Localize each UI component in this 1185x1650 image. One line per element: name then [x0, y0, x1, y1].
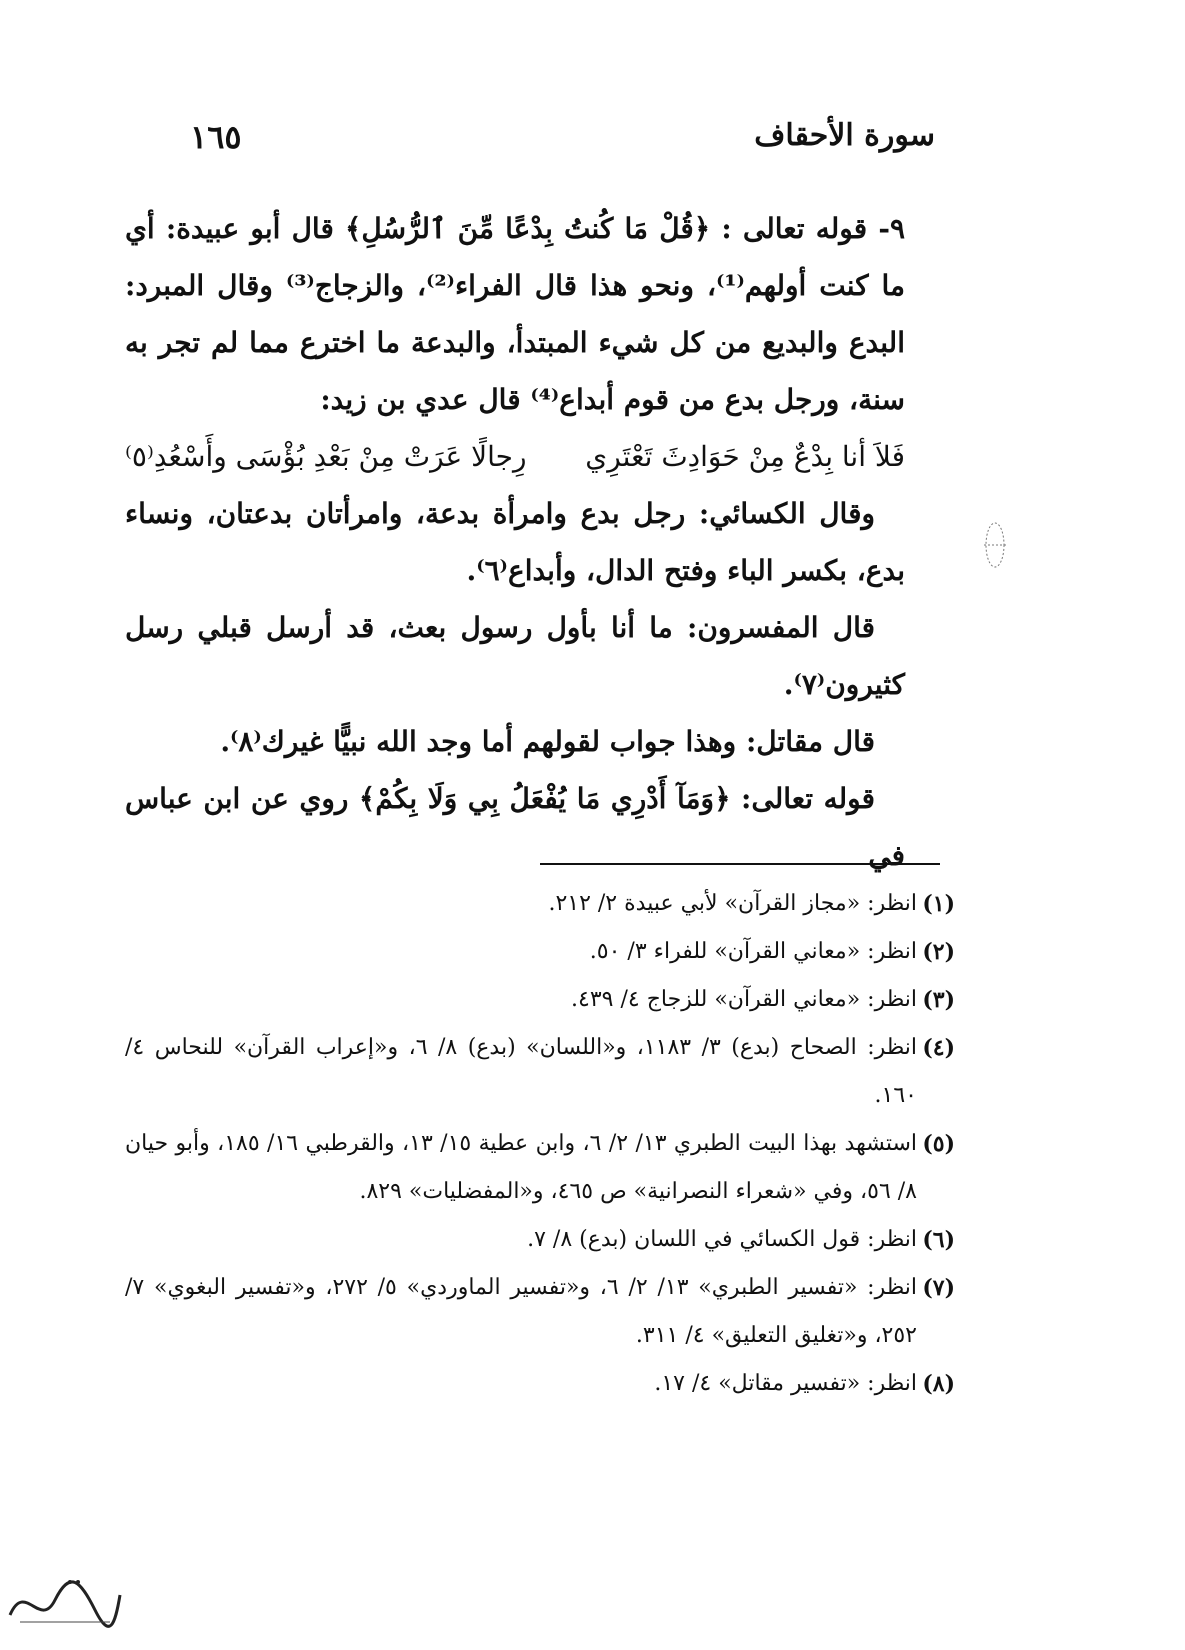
footnote	[125, 976, 955, 1024]
paragraph-mufassirun: قال المفسرون: ما أنا بأول رسول بعث، قد أرسل قبلي رسل كثيرون⁽٧⁾.	[125, 611, 905, 701]
paragraph-muqatil: قال مقاتل: وهذا جواب لقولهم أما وجد الله نبيًّا غيرك⁽٨⁾.	[220, 725, 875, 758]
paragraph-verse-continuation: قوله تعالى: ﴿وَمَآ أَدْرِي مَا يُفْعَلُ بِي وَلَا بِكُمْ﴾ روي عن ابن عباس في	[125, 782, 905, 872]
poem-verse	[125, 428, 905, 485]
footnote-text: انظر: «معاني القرآن» للفراء ٣/ ٥٠.	[589, 939, 917, 964]
footnote	[125, 1120, 955, 1216]
footnote-text: انظر: «مجاز القرآن» لأبي عبيدة ٢/ ٢١٢.	[548, 891, 917, 916]
footnote-number: (١)	[922, 891, 955, 917]
footnote-number: (٦)	[922, 1227, 955, 1253]
poem-first-hemistich: فَلاَ أنا بِدْعٌ مِنْ حَوَادِثَ تَعْتَرِي	[585, 440, 905, 473]
footnote	[125, 1360, 955, 1408]
page-number: ١٦٥	[190, 118, 242, 156]
footnote	[125, 928, 955, 976]
footnote-text: انظر: الصحاح (بدع) ٣/ ١١٨٣، و«اللسان» (بدع) ٨/ ٦، و«إعراب القرآن» للنحاس ٤/ ١٦٠.	[125, 1035, 918, 1108]
footnote-text: استشهد بهذا البيت الطبري ١٣/ ٢/ ٦، وابن عطية ١٥/ ١٣، والقرطبي ١٦/ ١٨٥، وأبو حيان ٨/ ٥٦، وفي «شعراء النصرانية» ص ٤٦٥، و«المفضليات» ٨٢٩.	[125, 1131, 918, 1204]
footnote-number: (٧)	[922, 1275, 955, 1301]
paragraph-kisai: وقال الكسائي: رجل بدع وامرأة بدعة، وامرأتان بدعتان، ونساء بدع، بكسر الباء وفتح الدال، وأبداع⁽٦⁾.	[125, 497, 905, 587]
paragraph-verse-9: ٩- قوله تعالى : ﴿قُلْ مَا كُنتُ بِدْعًا مِّنَ ٱلرُّسُلِ﴾ قال أبو عبيدة: أي ما كنت أولهم⁽¹⁾، ونحو هذا قال الفراء⁽²⁾، والزجاج⁽³⁾ وقال المبرد: البدع والبديع من كل شيء المبتدأ، والبدعة ما اخترع مما لم تجر به سنة، ورجل بدع من قوم أبداع⁽⁴⁾ قال عدي بن زيد:	[125, 212, 905, 416]
footnote	[125, 880, 955, 928]
watermark-logo	[0, 1560, 130, 1640]
footnote	[125, 1024, 955, 1120]
main-text	[125, 200, 905, 884]
footnote-text: انظر: قول الكسائي في اللسان (بدع) ٨/ ٧.	[527, 1227, 917, 1252]
footnotes	[125, 880, 955, 1408]
footnote-text: انظر: «تفسير الطبري» ١٣/ ٢/ ٦، و«تفسير الماوردي» ٥/ ٢٧٢، و«تفسير البغوي» ٧/ ٢٥٢، و«تغليق التعليق» ٤/ ٣١١.	[125, 1275, 918, 1348]
footnote	[125, 1264, 955, 1360]
footnote-text: انظر: «تفسير مقاتل» ٤/ ١٧.	[654, 1371, 917, 1396]
footnote-number: (٤)	[922, 1035, 955, 1061]
footnote-text: انظر: «معاني القرآن» للزجاج ٤/ ٤٣٩.	[571, 987, 917, 1012]
margin-ornament-icon	[980, 518, 1010, 573]
page-header	[190, 118, 935, 168]
footnote	[125, 1216, 955, 1264]
poem-second-hemistich: رِجالًا عَرَتْ مِنْ بَعْدِ بُؤْسَى وأَسْعُدِ⁽٥⁾	[125, 440, 527, 473]
footnote-number: (٥)	[922, 1131, 955, 1157]
surah-title: سورة الأحقاف	[754, 118, 935, 153]
footnote-number: (٢)	[922, 939, 955, 965]
footnote-number: (٨)	[922, 1371, 955, 1397]
footnote-number: (٣)	[922, 987, 955, 1013]
